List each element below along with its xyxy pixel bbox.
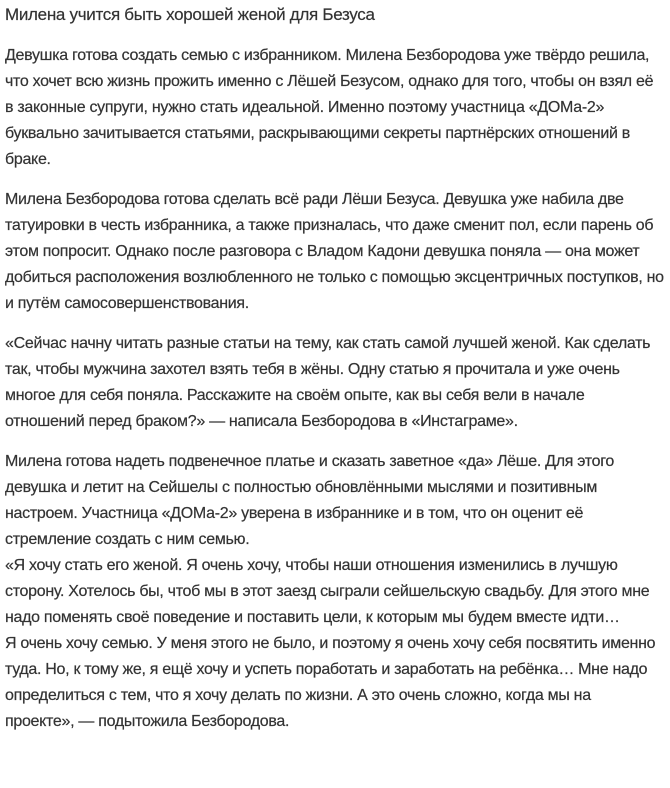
article-paragraph-tattoos: Милена Безбородова готова сделать всё ради Лёши Безуса. Девушка уже набила две татуировки в честь избранника, а также призналась, что даже сменит пол, если парень об этом попросит. Однако после разговора с Владом Кадони девушка поняла — она может добиться расположения возлюбленного не только с помощью эксцентричных поступков, но и путём самосовершенствования. [5, 191, 664, 312]
article-paragraph-quote-family: Я очень хочу семью. У меня этого не было, и поэтому я очень хочу себя посвятить именно туда. Но, к тому же, я ещё хочу и успеть поработать и заработать на ребёнка… Мне надо определиться с тем, что я хочу делать по жизни. А это очень сложно, когда мы на проекте», — подытожила Безбородова. [5, 635, 656, 730]
article-paragraph-quote-wife: «Я хочу стать его женой. Я очень хочу, чтобы наши отношения изменились в лучшую сторону. Хотелось бы, чтоб мы в этот заезд сыграли сейшельскую свадьбу. Для этого мне надо поменять своё поведение и поставить цели, к которым мы будем вместе идти… [5, 557, 650, 626]
article-title: Милена учится быть хорошей женой для Безуса [5, 5, 375, 24]
article-paragraph-intro: Девушка готова создать семью с избранником. Милена Безбородова уже твёрдо решила, что хочет всю жизнь прожить именно с Лёшей Безусом, однако для того, чтобы он взял её в законные супруги, нужно стать идеальной. Именно поэтому участница «ДОМа-2» буквально зачитывается статьями, раскрывающими секреты партнёрских отношений в браке. [5, 47, 654, 168]
article-paragraph-quote-instagram: «Сейчас начну читать разные статьи на тему, как стать самой лучшей женой. Как сделать так, чтобы мужчина захотел взять тебя в жёны. Одну статью я прочитала и уже очень многое для себя поняла. Расскажите на своём опыте, как вы себя вели в начале отношений перед браком?» — написала Безбородова в «Инстаграме». [5, 335, 651, 430]
article-paragraph-wedding-plans: Милена готова надеть подвенечное платье и сказать заветное «да» Лёше. Для этого девушка и летит на Сейшелы с полностью обновлёнными мыслями и позитивным настроем. Участница «ДОМа-2» уверена в избраннике и в том, что он оценит её стремление создать с ним семью. [5, 453, 615, 548]
